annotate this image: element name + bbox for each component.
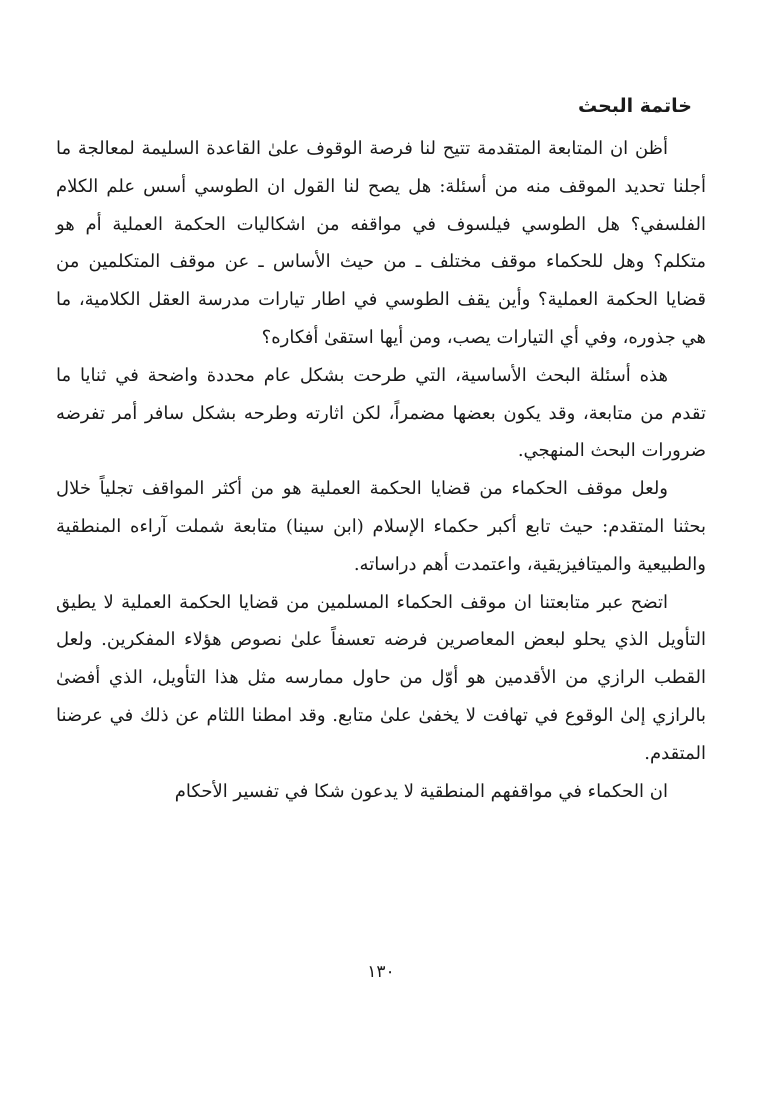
page-number: ١٣٠ [367,962,395,982]
paragraph: اتضح عبر متابعتنا ان موقف الحكماء المسلمين من قضايا الحكمة العملية لا يطيق التأويل الذي يحلو لبعض المعاصرين فرضه تعسفاً علىٰ نصوص هؤلاء المفكرين. ولعل القطب الرازي من الأقدمين هو أوّل من حاول ممارسه مثل هذا التأويل، الذي أفضىٰ بالرازي إلىٰ الوقوع في تهافت لا يخفىٰ علىٰ متابع. وقد امطنا اللثام عن ذلك في عرضنا المتقدم. [56,591,706,764]
paragraph: ولعل موقف الحكماء من قضايا الحكمة العملية هو من أكثر المواقف تجلياً خلال بحثنا المتقدم: حيث تابع أكبر حكماء الإسلام (ابن سينا) متابعة شملت آراءه المنطقية والطبيعية والميتافيزيقية، واعتمدت أهم دراساته. [56,478,706,575]
paragraph: ان الحكماء في مواقفهم المنطقية لا يدعون شكا في تفسير الأحكام [174,780,668,802]
paragraph: هذه أسئلة البحث الأساسية، التي طرحت بشكل عام محددة واضحة في ثنايا ما تقدم من متابعة، وقد يكون بعضها مضمراً، لكن اثارته وطرحه بشكل سافر أمر تفرضه ضرورات البحث المنهجي. [56,364,706,462]
section-title: خاتمة البحث [577,95,692,117]
paragraph: أظن ان المتابعة المتقدمة تتيح لنا فرصة الوقوف علىٰ القاعدة السليمة لمعالجة ما أجلنا تحديد الموقف منه من أسئلة: هل يصح لنا القول ان الطوسي أسس علم الكلام الفلسفي؟ هل الطوسي فيلسوف في مواقفه من اشكاليات الحكمة العملية أم هو متكلم؟ وهل للحكماء موقف مختلف ـ من حيث الأساس ـ عن موقف المتكلمين من قضايا الحكمة العملية؟ وأين يقف الطوسي في اطار تيارات مدرسة العقل الكلامية، ما هي جذوره، وفي أي التيارات يصب، ومن أيها استقىٰ أفكاره؟ [56,138,706,348]
body-text [56,130,706,810]
